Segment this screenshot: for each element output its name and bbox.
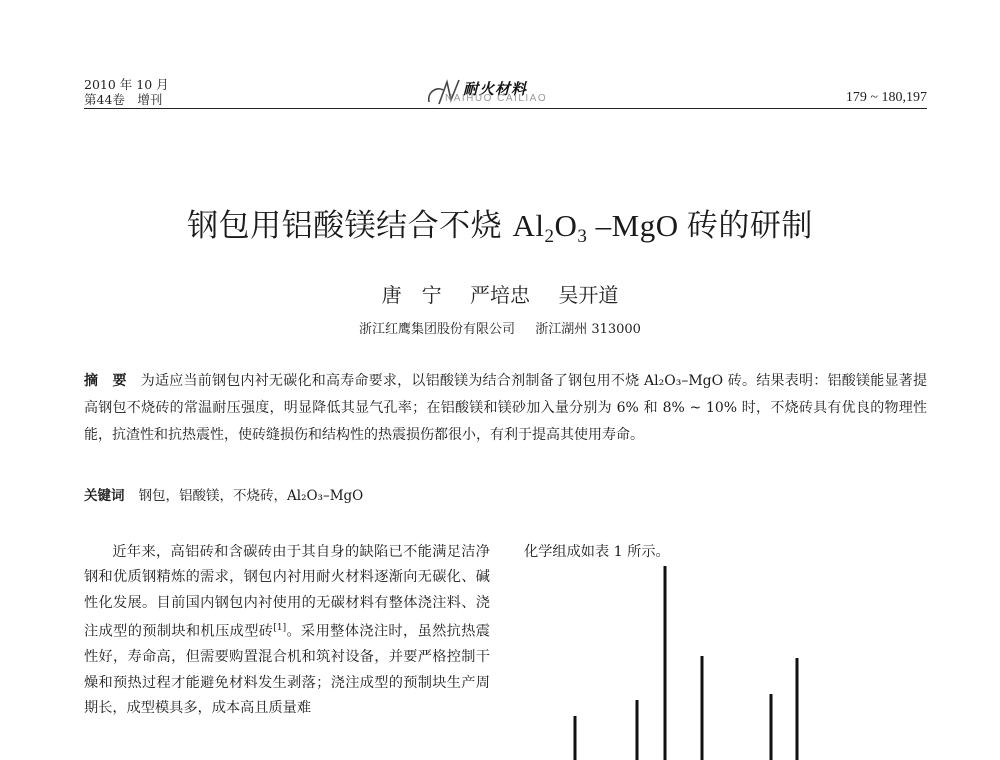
affiliation-location: 浙江湖州 313000 [535, 322, 641, 337]
author: 唐 宁 [381, 283, 442, 307]
abstract [84, 368, 927, 449]
body-right-column: 化学组成如表 1 所示。 [524, 544, 670, 560]
affiliation-org: 浙江红鹰集团股份有限公司 [359, 322, 516, 337]
title-main: 钢包用铝酸镁结合不烧 [187, 208, 503, 244]
keywords-text: 钢包，铝酸镁，不烧砖，Al₂O₃–MgO [138, 488, 364, 504]
issue-date: 2010 年 10 月 [84, 77, 169, 92]
journal-logo [425, 78, 595, 108]
peak-chart [515, 560, 855, 760]
keywords-label: 关键词 [84, 488, 125, 504]
abstract-label: 摘 要 [84, 373, 127, 389]
issue-info [84, 77, 169, 107]
author: 严培忠 [470, 283, 530, 307]
journal-name-cn: 耐火材料 [463, 80, 528, 98]
author: 吴开道 [558, 283, 619, 307]
title-suffix: 砖的研制 [686, 208, 813, 244]
article-title [0, 200, 1000, 245]
author-list [0, 279, 1000, 308]
body-left-column [84, 540, 490, 722]
citation: [1] [273, 623, 287, 634]
issue-volume: 第44卷 增刊 [84, 92, 163, 107]
journal-name-en: NAIHUO CAILIAO [445, 93, 548, 104]
page-range: 179 ~ 180,197 [845, 90, 927, 105]
header-rule [84, 108, 927, 109]
title-formula: $Al_2O_3$ –MgO [512, 208, 687, 247]
affiliation [0, 318, 1000, 337]
abstract-text: 为适应当前钢包内衬无碳化和高寿命要求，以铝酸镁为结合剂制备了钢包用不烧 Al₂O₃–MgO 砖。结果表明：铝酸镁能显著提高钢包不烧砖的常温耐压强度，明显降低其显气孔率；在铝酸镁和镁砂加入量分别为 6% 和 8% ~ 10% 时，不烧砖具有优良的物理性能，抗渣性和抗热震性，使砖缝损伤和结构性的热震损伤都很小，有利于提高其使用寿命。 [84, 373, 928, 443]
keywords [84, 484, 927, 504]
body-paragraph: 近年来，高铝砖和含碳砖由于其自身的缺陷已不能满足洁净钢和优质钢精炼的需求，钢包内衬用耐火材料逐渐向无碳化、碱性化发展。目前国内钢包内衬使用的无碳材料有整体浇注料、浇注成型的预制块和机压成型砖[1]。采用整体浇注时，虽然抗热震性好，寿命高，但需要购置混合机和筑衬设备，并要严格控制干燥和预热过程才能避免材料发生剥落；浇注成型的预制块生产周期长，成型模具多，成本高且质量难 [84, 544, 490, 717]
